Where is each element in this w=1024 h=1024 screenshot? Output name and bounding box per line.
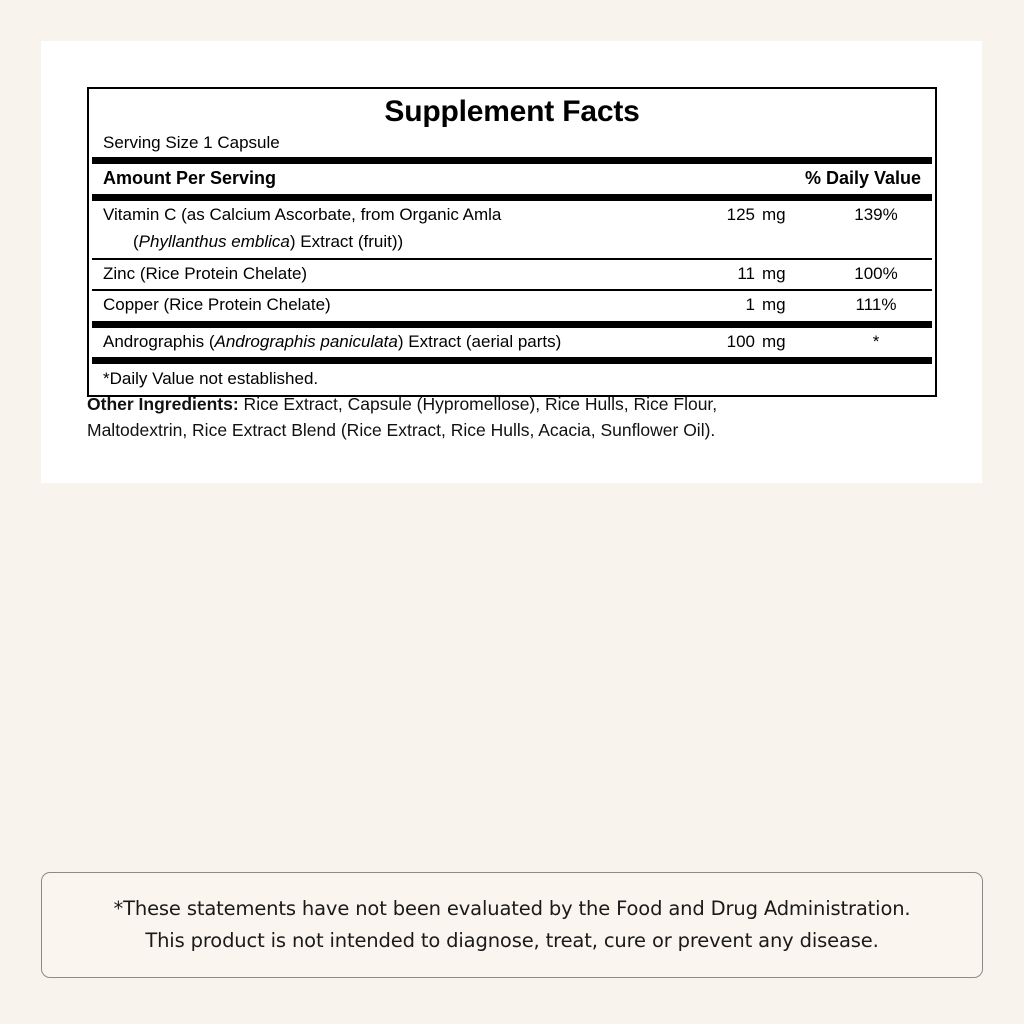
blend-name-suffix: ) Extract (aerial parts)	[397, 331, 562, 351]
table-row	[89, 260, 935, 289]
other-ingredients-label: Other Ingredients:	[87, 394, 239, 414]
rule-below-blend	[92, 357, 932, 364]
blend-amount: 100	[726, 331, 755, 351]
supplement-label-panel	[41, 41, 982, 483]
blend-name	[89, 331, 655, 353]
other-ingredients-line-1	[87, 391, 937, 417]
nutrient-name: Vitamin C (as Calcium Ascorbate, from Organic Amla	[103, 205, 502, 225]
nutrient-unit: mg	[762, 264, 786, 284]
table-row-blend	[89, 328, 935, 357]
amount-per-serving-header: Amount Per Serving	[103, 167, 277, 188]
blend-unit: mg	[762, 331, 786, 351]
table-header-row	[89, 164, 935, 194]
disclaimer-line-2: This product is not intended to diagnose, treat, cure or prevent any disease.	[145, 929, 879, 952]
supplement-facts-title: Supplement Facts	[384, 95, 640, 128]
blend-name-prefix: Andrographis (	[103, 331, 215, 351]
nutrient-daily-value: 139%	[854, 205, 898, 225]
other-ingredients-line-2: Maltodextrin, Rice Extract Blend (Rice Extract, Rice Hulls, Acacia, Sunflower Oil).	[87, 420, 716, 441]
serving-size-text: Serving Size 1 Capsule	[103, 132, 280, 152]
nutrient-amount: 11	[737, 264, 755, 284]
nutrient-name: Zinc (Rice Protein Chelate)	[103, 264, 308, 284]
rule-below-header	[92, 194, 932, 201]
nutrient-daily-value: 111%	[855, 295, 897, 315]
rule-above-blend	[92, 321, 932, 328]
rule-above-header	[92, 157, 932, 164]
other-ingredients-line-1-text: Rice Extract, Capsule (Hypromellose), Rice Hulls, Rice Flour,	[238, 394, 718, 414]
nutrient-unit: mg	[762, 205, 786, 225]
daily-value-footnote: *Daily Value not established.	[103, 368, 319, 388]
nutrient-name: Copper (Rice Protein Chelate)	[103, 295, 331, 315]
nutrient-amount: 125	[726, 205, 755, 225]
nutrient-unit: mg	[762, 295, 786, 315]
nutrient-daily-value: 100%	[854, 264, 898, 284]
botanical-name-italic: Phyllanthus emblica	[138, 232, 290, 252]
other-ingredients-section	[87, 391, 937, 444]
serving-size-wrapper	[89, 132, 935, 157]
supplement-facts-box	[87, 87, 937, 397]
disclaimer-line-1: *These statements have not been evaluated by the Food and Drug Administration.	[113, 897, 911, 921]
table-row	[89, 291, 935, 320]
table-row	[89, 201, 935, 230]
nutrient-name-continuation	[89, 230, 935, 258]
botanical-name-italic: Andrographis paniculata	[214, 331, 398, 351]
nutrient-amount: 1	[745, 295, 755, 315]
sub-prefix: (	[133, 232, 139, 252]
fda-disclaimer-box	[41, 872, 983, 978]
daily-value-header: % Daily Value	[804, 167, 921, 188]
blend-daily-value: *	[872, 331, 880, 351]
sub-suffix: ) Extract (fruit))	[289, 232, 404, 252]
